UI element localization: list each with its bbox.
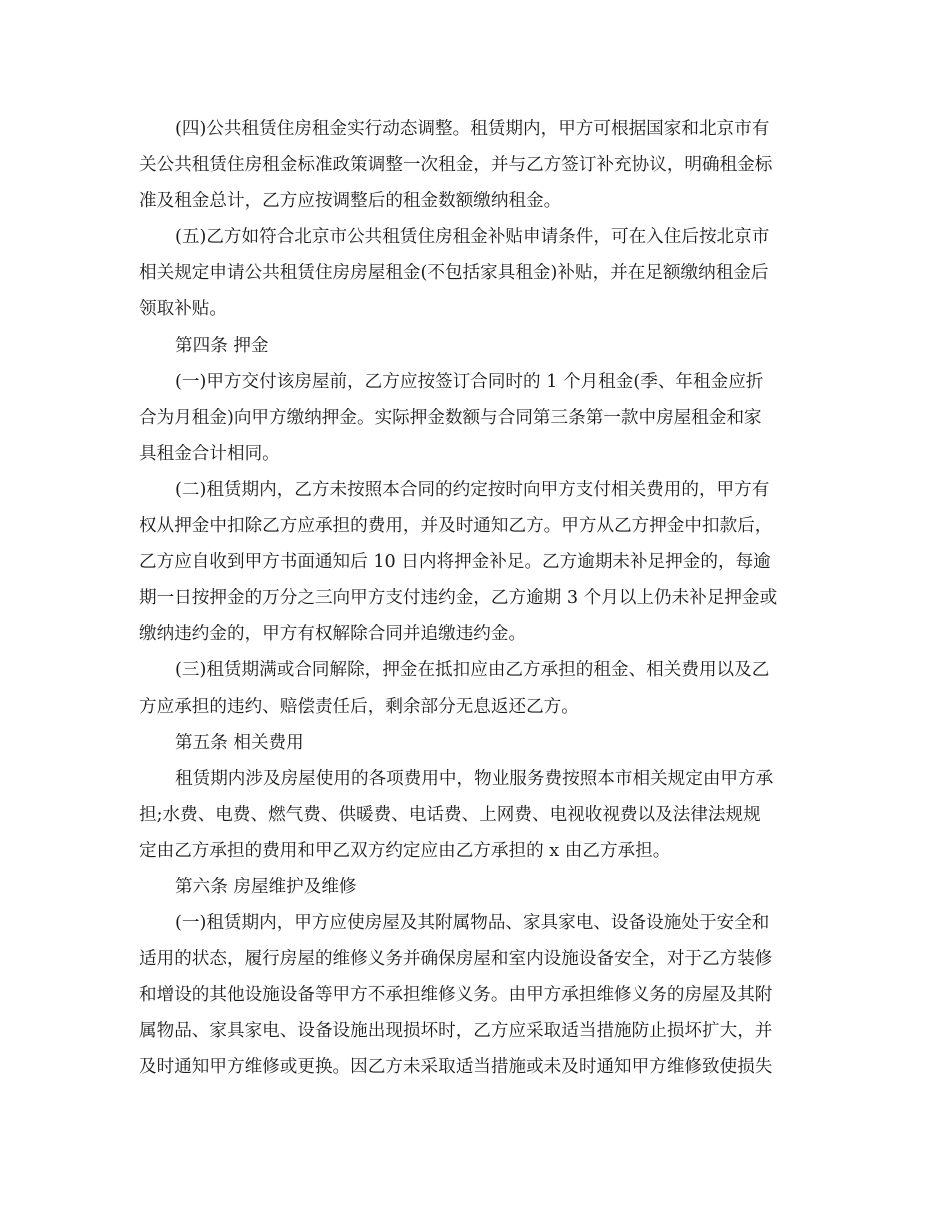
text-line: 第六条 房屋维护及维修 xyxy=(175,876,357,897)
text-line: 和增设的其他设施设备等甲方不承担维修义务。由甲方承担维修义务的房屋及其附 xyxy=(139,985,773,1006)
text-line: 定由乙方承担的费用和甲乙双方约定应由乙方承担的 x 由乙方承担。 xyxy=(139,840,671,861)
document-body xyxy=(139,111,819,1086)
text-line: 相关规定申请公共租赁住房房屋租金(不包括家具租金)补贴，并在足额缴纳租金后 xyxy=(139,263,769,284)
text-line: 第五条 相关费用 xyxy=(175,732,304,753)
text-line: 权从押金中扣除乙方应承担的费用，并及时通知乙方。甲方从乙方押金中扣款后， xyxy=(139,516,773,537)
text-line: 关公共租赁住房租金标准政策调整一次租金，并与乙方签订补充协议，明确租金标 xyxy=(139,155,773,176)
text-line: 属物品、家具家电、设备设施出现损坏时，乙方应采取适当措施防止损坏扩大，并 xyxy=(139,1021,773,1042)
text-line: 方应承担的违约、赔偿责任后，剩余部分无息返还乙方。 xyxy=(139,696,579,717)
text-line: (四)公共租赁住房租金实行动态调整。租赁期内，甲方可根据国家和北京市有 xyxy=(175,119,770,139)
text-line: 缴纳违约金的，甲方有权解除合同并追缴违约金。 xyxy=(139,624,527,645)
text-line: 担;水费、电费、燃气费、供暖费、电话费、上网费、电视收视费以及法律法规规 xyxy=(139,804,761,825)
text-line: (二)租赁期内，乙方未按照本合同的约定按时向甲方支付相关费用的，甲方有 xyxy=(175,479,770,500)
text-line: 及时通知甲方维修或更换。因乙方未采取适当措施或未及时通知甲方维修致使损失 xyxy=(139,1057,773,1078)
text-line: 期一日按押金的万分之三向甲方支付违约金，乙方逾期 3 个月以上仍未补足押金或 xyxy=(139,588,778,609)
text-line: 适用的状态，履行房屋的维修义务并确保房屋和室内设施设备安全，对于乙方装修 xyxy=(139,949,773,970)
text-line: 准及租金总计，乙方应按调整后的租金数额缴纳租金。 xyxy=(139,191,562,212)
text-line: 合为月租金)向甲方缴纳押金。实际押金数额与合同第三条第一款中房屋租金和家 xyxy=(139,407,762,428)
text-line: 乙方应自收到甲方书面通知后 10 日内将押金补足。乙方逾期未补足押金的，每逾 xyxy=(139,552,771,573)
text-line: 第四条 押金 xyxy=(175,335,269,356)
text-line: 领取补贴。 xyxy=(139,299,227,320)
text-line: 租赁期内涉及房屋使用的各项费用中，物业服务费按照本市相关规定由甲方承 xyxy=(175,768,774,789)
text-line: 具租金合计相同。 xyxy=(139,443,280,464)
text-line: (一)租赁期内，甲方应使房屋及其附属物品、家具家电、设备设施处于安全和 xyxy=(175,913,770,934)
text-line: (一)甲方交付该房屋前，乙方应按签订合同时的 1 个月租金(季、年租金应折 xyxy=(175,371,764,392)
text-line: (三)租赁期满或合同解除，押金在抵扣应由乙方承担的租金、相关费用以及乙 xyxy=(175,660,770,681)
text-line: (五)乙方如符合北京市公共租赁住房租金补贴申请条件，可在入住后按北京市 xyxy=(175,227,770,248)
